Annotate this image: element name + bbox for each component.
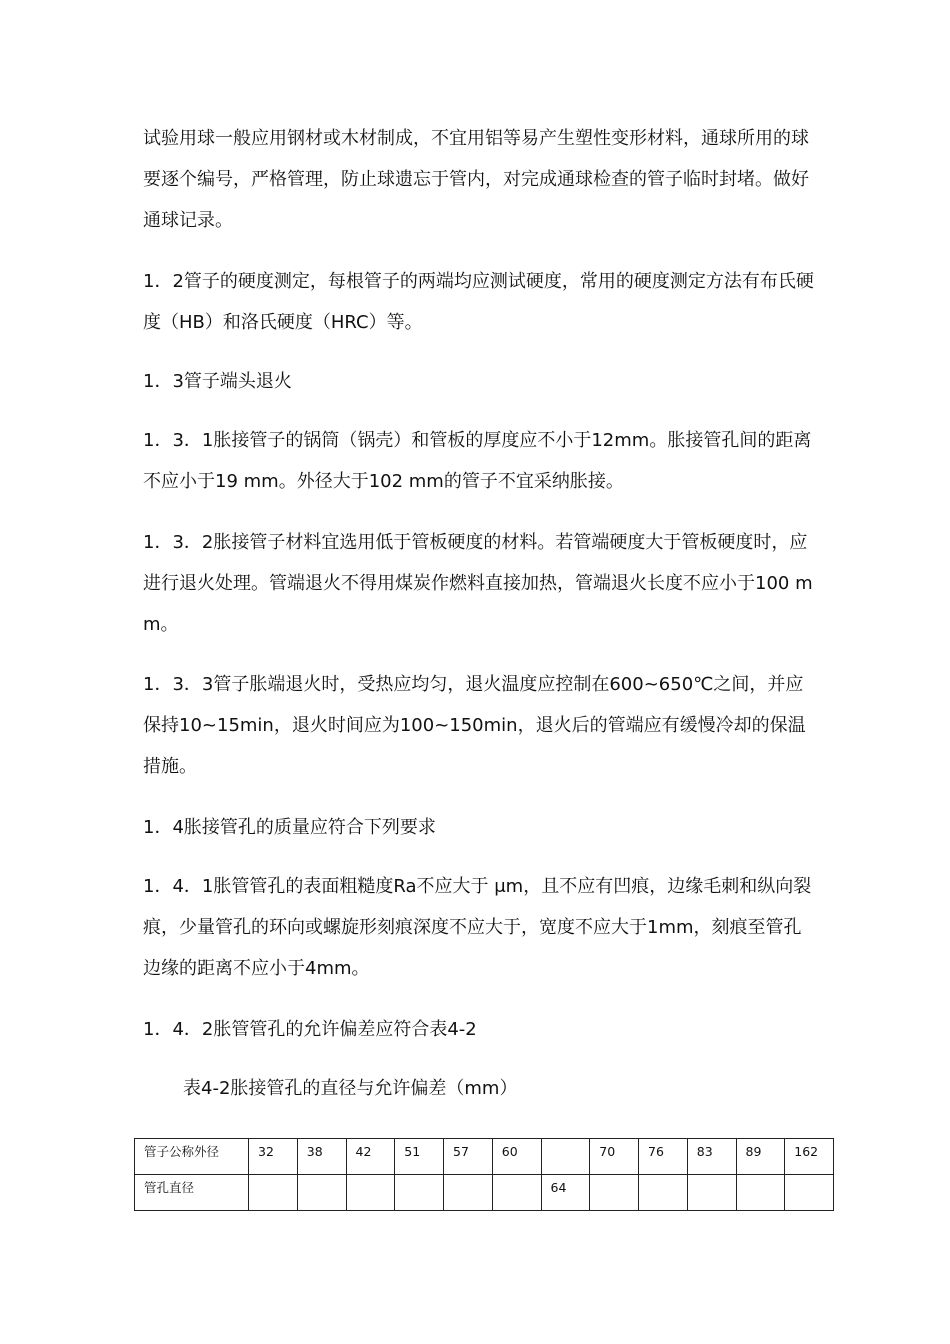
table-cell: 162: [785, 1139, 834, 1175]
table-cell: [639, 1175, 688, 1211]
table-cell: 83: [687, 1139, 736, 1175]
table-cell: [736, 1175, 785, 1211]
table-cell: 76: [639, 1139, 688, 1175]
paragraph-1-3-1: 1．3．1胀接管子的锅筒（锅壳）和管板的厚度应不小于12mm。胀接管孔间的距离不应小于19 mm。外径大于102 mm的管子不宜采纳胀接。: [143, 430, 812, 492]
table-cell: [346, 1175, 395, 1211]
table-cell: 51: [395, 1139, 444, 1175]
heading-annealing: 1．3管子端头退火: [143, 371, 292, 392]
paragraph-1-4-2: 1．4．2胀管管孔的允许偏差应符合表4-2: [143, 1019, 477, 1040]
tube-hole-table: [134, 1138, 834, 1211]
paragraph-1-4-1: 1．4．1胀管管孔的表面粗糙度Ra不应大于 μm，且不应有凹痕，边缘毛刺和纵向裂痕，少量管孔的环向或螺旋形刻痕深度不应大于，宽度不应大于1mm，刻痕至管孔边缘的距离不应小于4mm。: [143, 876, 812, 979]
table-cell: 89: [736, 1139, 785, 1175]
table-cell: [395, 1175, 444, 1211]
table-cell: 42: [346, 1139, 395, 1175]
table-cell: 管孔直径: [135, 1175, 249, 1211]
table-cell: 32: [249, 1139, 298, 1175]
table-cell: [785, 1175, 834, 1211]
table-cell: [687, 1175, 736, 1211]
table-row: [135, 1175, 834, 1211]
heading-tube-hole-quality: 1．4胀接管孔的质量应符合下列要求: [143, 817, 436, 838]
table-row: [135, 1139, 834, 1175]
table-cell: [590, 1175, 639, 1211]
table-cell: 57: [444, 1139, 493, 1175]
table-cell: [297, 1175, 346, 1211]
table-cell: [444, 1175, 493, 1211]
table-caption: 表4-2胀接管孔的直径与允许偏差（mm）: [183, 1078, 518, 1099]
table-cell: 70: [590, 1139, 639, 1175]
table-cell: [249, 1175, 298, 1211]
table-cell: 64: [541, 1175, 590, 1211]
table-cell: 60: [492, 1139, 541, 1175]
paragraph-ball-test: 试验用球一般应用钢材或木材制成，不宜用铝等易产生塑性变形材料，通球所用的球要逐个编号，严格管理，防止球遗忘于管内，对完成通球检查的管子临时封堵。做好通球记录。: [143, 128, 809, 231]
paragraph-hardness: 1．2管子的硬度测定，每根管子的两端均应测试硬度，常用的硬度测定方法有布氏硬度（HB）和洛氏硬度（HRC）等。: [143, 271, 814, 333]
paragraph-1-3-2: 1．3．2胀接管子材料宜选用低于管板硬度的材料。若管端硬度大于管板硬度时，应进行退火处理。管端退火不得用煤炭作燃料直接加热，管端退火长度不应小于100 mm。: [143, 532, 813, 635]
table-cell: [492, 1175, 541, 1211]
table-cell: [541, 1139, 590, 1175]
paragraph-1-3-3: 1．3．3管子胀端退火时，受热应均匀，退火温度应控制在600~650℃之间，并应保持10~15min，退火时间应为100~150min，退火后的管端应有缓慢冷却的保温措施。: [143, 674, 806, 777]
table-cell: 38: [297, 1139, 346, 1175]
table-cell: 管子公称外径: [135, 1139, 249, 1175]
